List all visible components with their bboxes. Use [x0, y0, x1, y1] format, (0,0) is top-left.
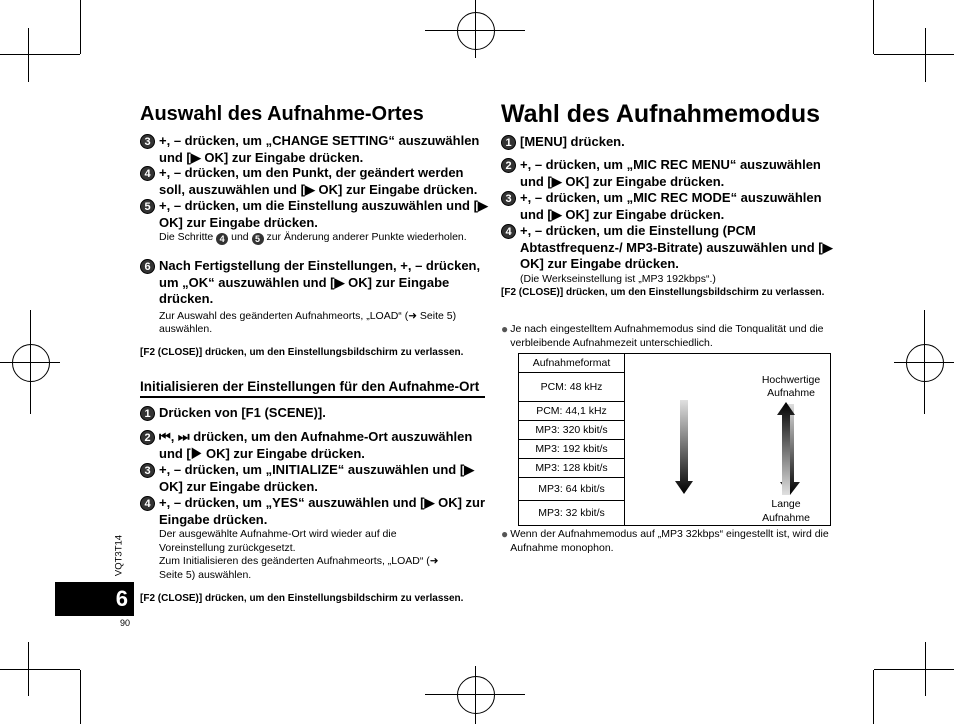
- quality-direction-arrows: [660, 395, 800, 505]
- bullet-icon: ●: [501, 322, 509, 336]
- left-step-3: [140, 133, 490, 166]
- step-number: 5: [140, 199, 155, 214]
- step-number: 1: [501, 135, 516, 150]
- right-step-3: [501, 190, 841, 223]
- step-text: +, – drücken, um die Einstellung (PCM Abtastfrequenz-/ MP3-Bitrate) auszuwählen und [▶ OK] zur Eingabe drücken.: [520, 223, 833, 271]
- left-step-6: [140, 258, 490, 337]
- step-text: +, – drücken, um die Einstellung auszuwählen und [▶ OK] zur Eingabe drücken.: [159, 198, 488, 230]
- step-text: Nach Fertigstellung der Einstellungen, +, – drücken, um „OK“ auszuwählen und [▶ OK] zur Eingabe drücken.: [159, 258, 481, 306]
- right-close-note: [F2 (CLOSE)] drücken, um den Einstellungsbildschirm zu verlassen.: [501, 287, 825, 298]
- step-note: Der ausgewählte Aufnahme-Ort wird wieder auf die Voreinstellung zurückgesetzt. Zum Initialisieren des geänderten Aufnahmeorts, „LOAD“ (➜ Seite 5) auswählen.: [159, 528, 439, 581]
- right-step-4: [501, 223, 841, 286]
- step-number: 4: [501, 224, 516, 239]
- init-step-1: [140, 405, 490, 422]
- arrow-down-icon: [675, 400, 693, 494]
- table-row: MP3: 320 kbit/s: [519, 421, 625, 440]
- table-row: PCM: 48 kHz: [519, 373, 625, 402]
- step-note: (Die Werkseinstellung ist „MP3 192kbps“.): [520, 272, 716, 285]
- bullet-icon: ●: [501, 527, 509, 541]
- step-text: +, – drücken, um den Punkt, der geändert werden soll, auszuwählen und [▶ OK] zur Eingabe drücken.: [159, 165, 478, 197]
- step-text: Drücken von [F1 (SCENE)].: [159, 405, 326, 420]
- product-code: VQT3T14: [113, 534, 125, 577]
- step-text: ⏮, ⏭ drücken, um den Aufnahme-Ort auszuwählen und [▶ OK] zur Eingabe drücken.: [159, 429, 473, 461]
- step-number: 4: [140, 496, 155, 511]
- bullet-note-1: ● Je nach eingestelltem Aufnahmemodus sind die Tonqualität und die verbleibende Aufnahmezeit unterschiedlich.: [501, 322, 824, 349]
- right-step-2: [501, 157, 841, 190]
- table-row: MP3: 64 kbit/s: [519, 478, 625, 501]
- table-row: PCM: 44,1 kHz: [519, 402, 625, 421]
- left-step-4: [140, 165, 490, 198]
- right-step-1: [501, 134, 841, 151]
- quality-label: Hochwertige Aufnahme: [761, 374, 821, 399]
- bullet-note-2: ● Wenn der Aufnahmemodus auf „MP3 32kbps“ eingestellt ist, wird die Aufnahme monophon.: [501, 527, 829, 554]
- step-number: 2: [501, 158, 516, 173]
- table-row: MP3: 192 kbit/s: [519, 440, 625, 459]
- subsection-title: Initialisieren der Einstellungen für den Aufnahme-Ort: [140, 379, 485, 398]
- step-number: 3: [140, 463, 155, 478]
- step-note: Die Schritte 4 und 5 zur Änderung anderer Punkte wiederholen.: [159, 231, 467, 244]
- table-header: Aufnahmeformat: [519, 354, 625, 373]
- section-tab: 6: [55, 582, 134, 616]
- init-step-2: [140, 429, 490, 462]
- step-number: 1: [140, 406, 155, 421]
- table-row: MP3: 32 kbit/s: [519, 501, 625, 526]
- page-number: 90: [120, 618, 131, 628]
- table-row: MP3: 128 kbit/s: [519, 459, 625, 478]
- step-text: +, – drücken, um „MIC REC MODE“ auszuwählen und [▶ OK] zur Eingabe drücken.: [520, 190, 822, 222]
- step-number: 2: [140, 430, 155, 445]
- left-section-title: Auswahl des Aufnahme-Ortes: [140, 103, 424, 125]
- init-step-3: [140, 462, 490, 495]
- step-number: 4: [140, 166, 155, 181]
- init-step-4: [140, 495, 490, 582]
- step-text: +, – drücken, um „YES“ auszuwählen und [▶ OK] zur Eingabe drücken.: [159, 495, 486, 527]
- step-text: [MENU] drücken.: [520, 134, 625, 149]
- step-text: +, – drücken, um „CHANGE SETTING“ auszuwählen und [▶ OK] zur Eingabe drücken.: [159, 133, 480, 165]
- close-note-2: [F2 (CLOSE)] drücken, um den Einstellungsbildschirm zu verlassen.: [140, 593, 464, 604]
- step-note: Zur Auswahl des geänderten Aufnahmeorts, „LOAD“ (➜ Seite 5) auswählen.: [159, 309, 457, 335]
- step-text: +, – drücken, um „MIC REC MENU“ auszuwählen und [▶ OK] zur Eingabe drücken.: [520, 157, 821, 189]
- step-number: 6: [140, 259, 155, 274]
- step-text: +, – drücken, um „INITIALIZE“ auszuwählen und [▶ OK] zur Eingabe drücken.: [159, 462, 475, 494]
- arrow-up-icon: [777, 402, 795, 495]
- long-recording-label: Lange Aufnahme: [762, 498, 810, 524]
- right-section-title: Wahl des Aufnahmemodus: [501, 100, 821, 128]
- step-number: 3: [501, 191, 516, 206]
- close-note: [F2 (CLOSE)] drücken, um den Einstellungsbildschirm zu verlassen.: [140, 347, 464, 358]
- left-step-5: [140, 198, 490, 245]
- step-number: 3: [140, 134, 155, 149]
